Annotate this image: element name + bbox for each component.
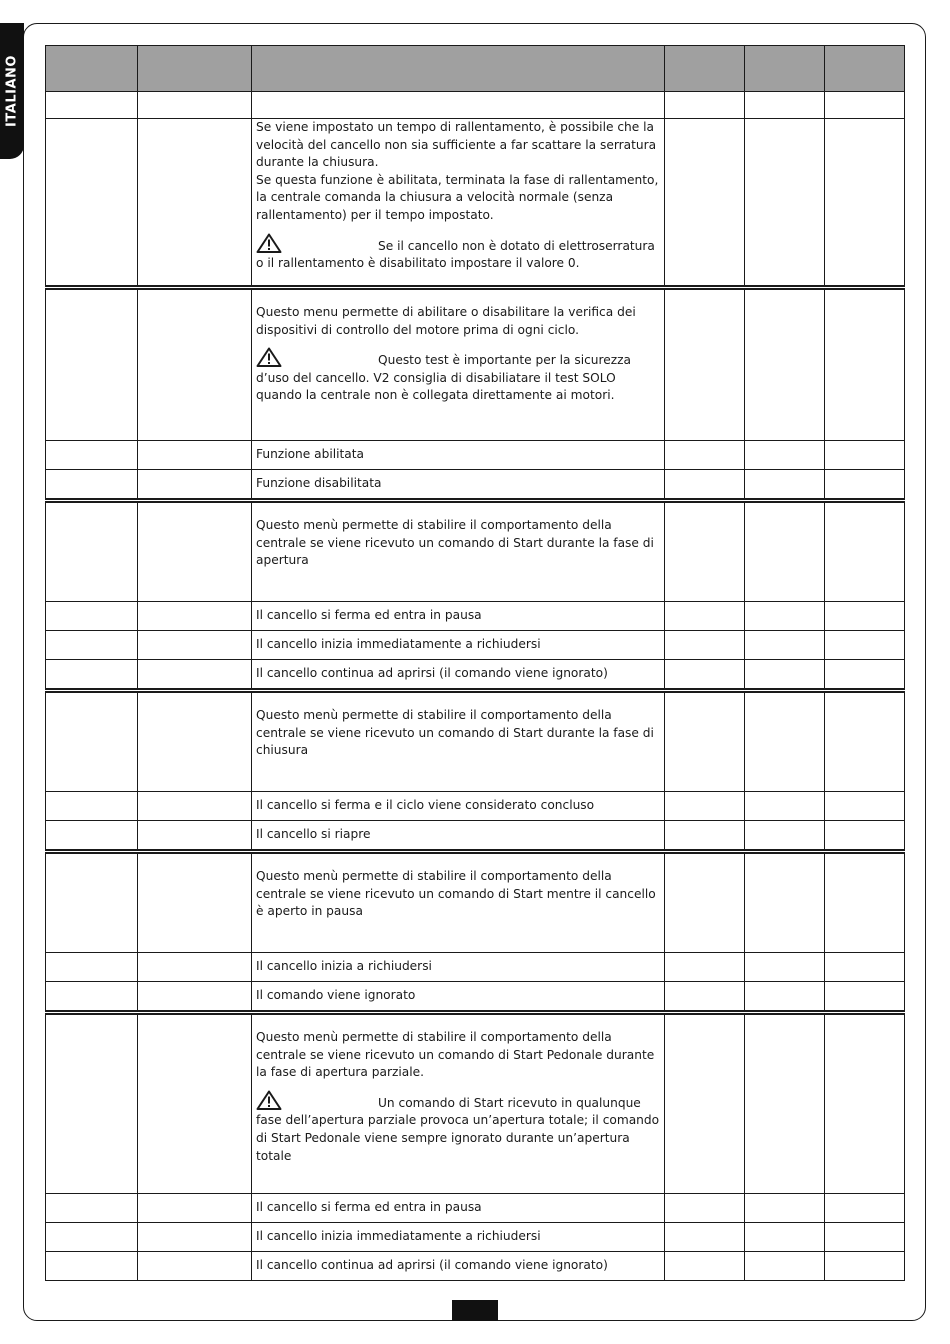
description-text: Se viene impostato un tempo di rallentamento, è possibile che la velocità del cancello non sia sufficiente a far scattare la serratura durante la chiusura. [256, 120, 657, 170]
table-cell [138, 119, 252, 288]
table-cell [138, 660, 252, 691]
table-cell [745, 631, 825, 660]
warning-text: Se il cancello non è dotato di elettroserratura o il rallentamento è disabilitato impostare il valore 0. [256, 238, 655, 271]
table-cell [138, 792, 252, 821]
table-cell [665, 953, 745, 982]
table-cell [138, 1013, 252, 1194]
table-row [46, 1252, 905, 1281]
table-cell [138, 1252, 252, 1281]
table-cell [46, 660, 138, 691]
table-cell [825, 1013, 905, 1194]
table-cell [665, 821, 745, 852]
table-row [46, 92, 905, 119]
description-cell [252, 288, 665, 441]
table-cell [825, 1194, 905, 1223]
description-text: Questo menù permette di stabilire il comportamento della centrale se viene ricevuto un comando di Start durante la fase di chiusura [256, 708, 654, 758]
description-cell [252, 691, 665, 792]
table-cell [745, 691, 825, 792]
table-cell [46, 119, 138, 288]
table-cell [745, 821, 825, 852]
table-row [46, 470, 905, 501]
table-row [46, 441, 905, 470]
table-cell [46, 1194, 138, 1223]
table-cell [665, 631, 745, 660]
header-cell [665, 46, 745, 92]
table-row [46, 1194, 905, 1223]
table-cell [745, 119, 825, 288]
table-cell [665, 1194, 745, 1223]
table-row [46, 288, 905, 441]
table-cell [745, 953, 825, 982]
table-cell [665, 92, 745, 119]
table-cell [665, 441, 745, 470]
table-cell [825, 660, 905, 691]
table-cell [825, 821, 905, 852]
table-cell [665, 602, 745, 631]
language-tab [0, 23, 24, 159]
description-cell: Funzione abilitata [252, 441, 665, 470]
table-header-row [46, 46, 905, 92]
header-cell [46, 46, 138, 92]
table-cell [138, 602, 252, 631]
table-cell [665, 852, 745, 953]
table-row [46, 852, 905, 953]
table-row [46, 821, 905, 852]
table-cell [825, 92, 905, 119]
language-label: ITALIANO [4, 55, 20, 127]
table-cell [745, 1252, 825, 1281]
table-cell [825, 852, 905, 953]
table-cell [745, 602, 825, 631]
table-cell [46, 792, 138, 821]
table-cell [825, 288, 905, 441]
table-cell [665, 1013, 745, 1194]
table-cell [138, 288, 252, 441]
table-cell [46, 470, 138, 501]
table-cell [825, 1252, 905, 1281]
table-cell [745, 441, 825, 470]
table-cell [138, 982, 252, 1013]
table-cell [665, 691, 745, 792]
warning-note [256, 1090, 660, 1165]
warning-icon [256, 1090, 282, 1110]
table-cell [46, 852, 138, 953]
table-cell [46, 953, 138, 982]
description-text: Questo menù permette di stabilire il comportamento della centrale se viene ricevuto un comando di Start durante la fase di apertura [256, 518, 654, 568]
table-row [46, 792, 905, 821]
description-text: Questo menù permette di stabilire il comportamento della centrale se viene ricevuto un comando di Start Pedonale durante la fase di apertura parziale. [256, 1030, 655, 1080]
description-cell: Il cancello si ferma ed entra in pausa [252, 1194, 665, 1223]
description-cell: Il cancello continua ad aprirsi (il comando viene ignorato) [252, 1252, 665, 1281]
table-cell [825, 501, 905, 602]
table-cell [745, 1013, 825, 1194]
warning-icon [256, 233, 282, 253]
table-row [46, 1223, 905, 1252]
description-cell: Il cancello si ferma ed entra in pausa [252, 602, 665, 631]
table-cell [825, 119, 905, 288]
table-cell [665, 501, 745, 602]
table-cell [46, 631, 138, 660]
header-cell [825, 46, 905, 92]
table-cell [138, 631, 252, 660]
table-cell [745, 470, 825, 501]
table-cell [665, 470, 745, 501]
table-cell [665, 792, 745, 821]
warning-note [256, 347, 660, 405]
table-cell [745, 1194, 825, 1223]
description-cell: Il cancello inizia immediatamente a richiudersi [252, 631, 665, 660]
description-cell [252, 852, 665, 953]
description-cell [252, 119, 665, 288]
table-cell [138, 691, 252, 792]
warning-text: Questo test è importante per la sicurezza d’uso del cancello. V2 consiglia di disabiliatare il test SOLO quando la centrale non è collegata direttamente ai motori. [256, 353, 632, 403]
table-cell [745, 288, 825, 441]
table-body [46, 92, 905, 1281]
table-cell [745, 982, 825, 1013]
description-text: Questo menu permette di abilitare o disabilitare la verifica dei dispositivi di controllo del motore prima di ogni ciclo. [256, 305, 636, 337]
table-cell [825, 982, 905, 1013]
table-cell [138, 953, 252, 982]
table-cell [665, 288, 745, 441]
table-cell [138, 92, 252, 119]
table-cell [745, 1223, 825, 1252]
page-number-tab [452, 1300, 498, 1321]
table-cell [46, 92, 138, 119]
header-cell [252, 46, 665, 92]
table-row [46, 602, 905, 631]
warning-note [256, 233, 660, 273]
description-text: Se questa funzione è abilitata, terminata la fase di rallentamento, la centrale comanda la chiusura a velocità normale (senza rallentamento) per il tempo impostato. [256, 172, 659, 222]
table-cell [665, 660, 745, 691]
table-cell [665, 119, 745, 288]
table-cell [138, 441, 252, 470]
table-cell [665, 1223, 745, 1252]
description-cell [252, 92, 665, 119]
table-cell [46, 1252, 138, 1281]
table-cell [46, 821, 138, 852]
table-cell [46, 441, 138, 470]
table-cell [825, 691, 905, 792]
table-cell [138, 470, 252, 501]
description-cell: Il cancello si ferma e il ciclo viene considerato concluso [252, 792, 665, 821]
description-cell: Il cancello continua ad aprirsi (il comando viene ignorato) [252, 660, 665, 691]
table-cell [46, 691, 138, 792]
description-cell [252, 1013, 665, 1194]
table-row [46, 119, 905, 288]
table-row [46, 660, 905, 691]
table-cell [825, 602, 905, 631]
header-cell [745, 46, 825, 92]
table-cell [825, 441, 905, 470]
table-cell [745, 660, 825, 691]
table-row [46, 631, 905, 660]
table-cell [825, 470, 905, 501]
table-cell [46, 602, 138, 631]
table-row [46, 691, 905, 792]
table-cell [46, 1223, 138, 1252]
table-cell [138, 852, 252, 953]
table-cell [745, 501, 825, 602]
table-cell [745, 792, 825, 821]
table-row [46, 1013, 905, 1194]
description-cell: Il cancello inizia a richiudersi [252, 953, 665, 982]
table-cell [745, 852, 825, 953]
description-text: Questo menù permette di stabilire il comportamento della centrale se viene ricevuto un comando di Start mentre il cancello è aperto in pausa [256, 869, 656, 919]
table-row [46, 501, 905, 602]
parameters-table [45, 45, 905, 1281]
table-cell [46, 982, 138, 1013]
table-cell [665, 1252, 745, 1281]
table-cell [825, 953, 905, 982]
warning-text: Un comando di Start ricevuto in qualunque fase dell’apertura parziale provoca un’apertura totale; il comando di Start Pedonale viene sempre ignorato durante un’apertura totale [256, 1095, 660, 1163]
table-cell [138, 1194, 252, 1223]
table-cell [46, 1013, 138, 1194]
warning-icon [256, 347, 282, 367]
table-cell [138, 1223, 252, 1252]
table-cell [138, 501, 252, 602]
table-cell [825, 631, 905, 660]
description-cell: Il cancello inizia immediatamente a richiudersi [252, 1223, 665, 1252]
description-cell: Il cancello si riapre [252, 821, 665, 852]
table-cell [825, 792, 905, 821]
table-cell [825, 1223, 905, 1252]
table-cell [46, 501, 138, 602]
header-cell [138, 46, 252, 92]
table-cell [745, 92, 825, 119]
description-cell [252, 501, 665, 602]
table-row [46, 982, 905, 1013]
description-cell: Il comando viene ignorato [252, 982, 665, 1013]
table-cell [665, 982, 745, 1013]
table-row [46, 953, 905, 982]
table-cell [138, 821, 252, 852]
table-cell [46, 288, 138, 441]
description-cell: Funzione disabilitata [252, 470, 665, 501]
